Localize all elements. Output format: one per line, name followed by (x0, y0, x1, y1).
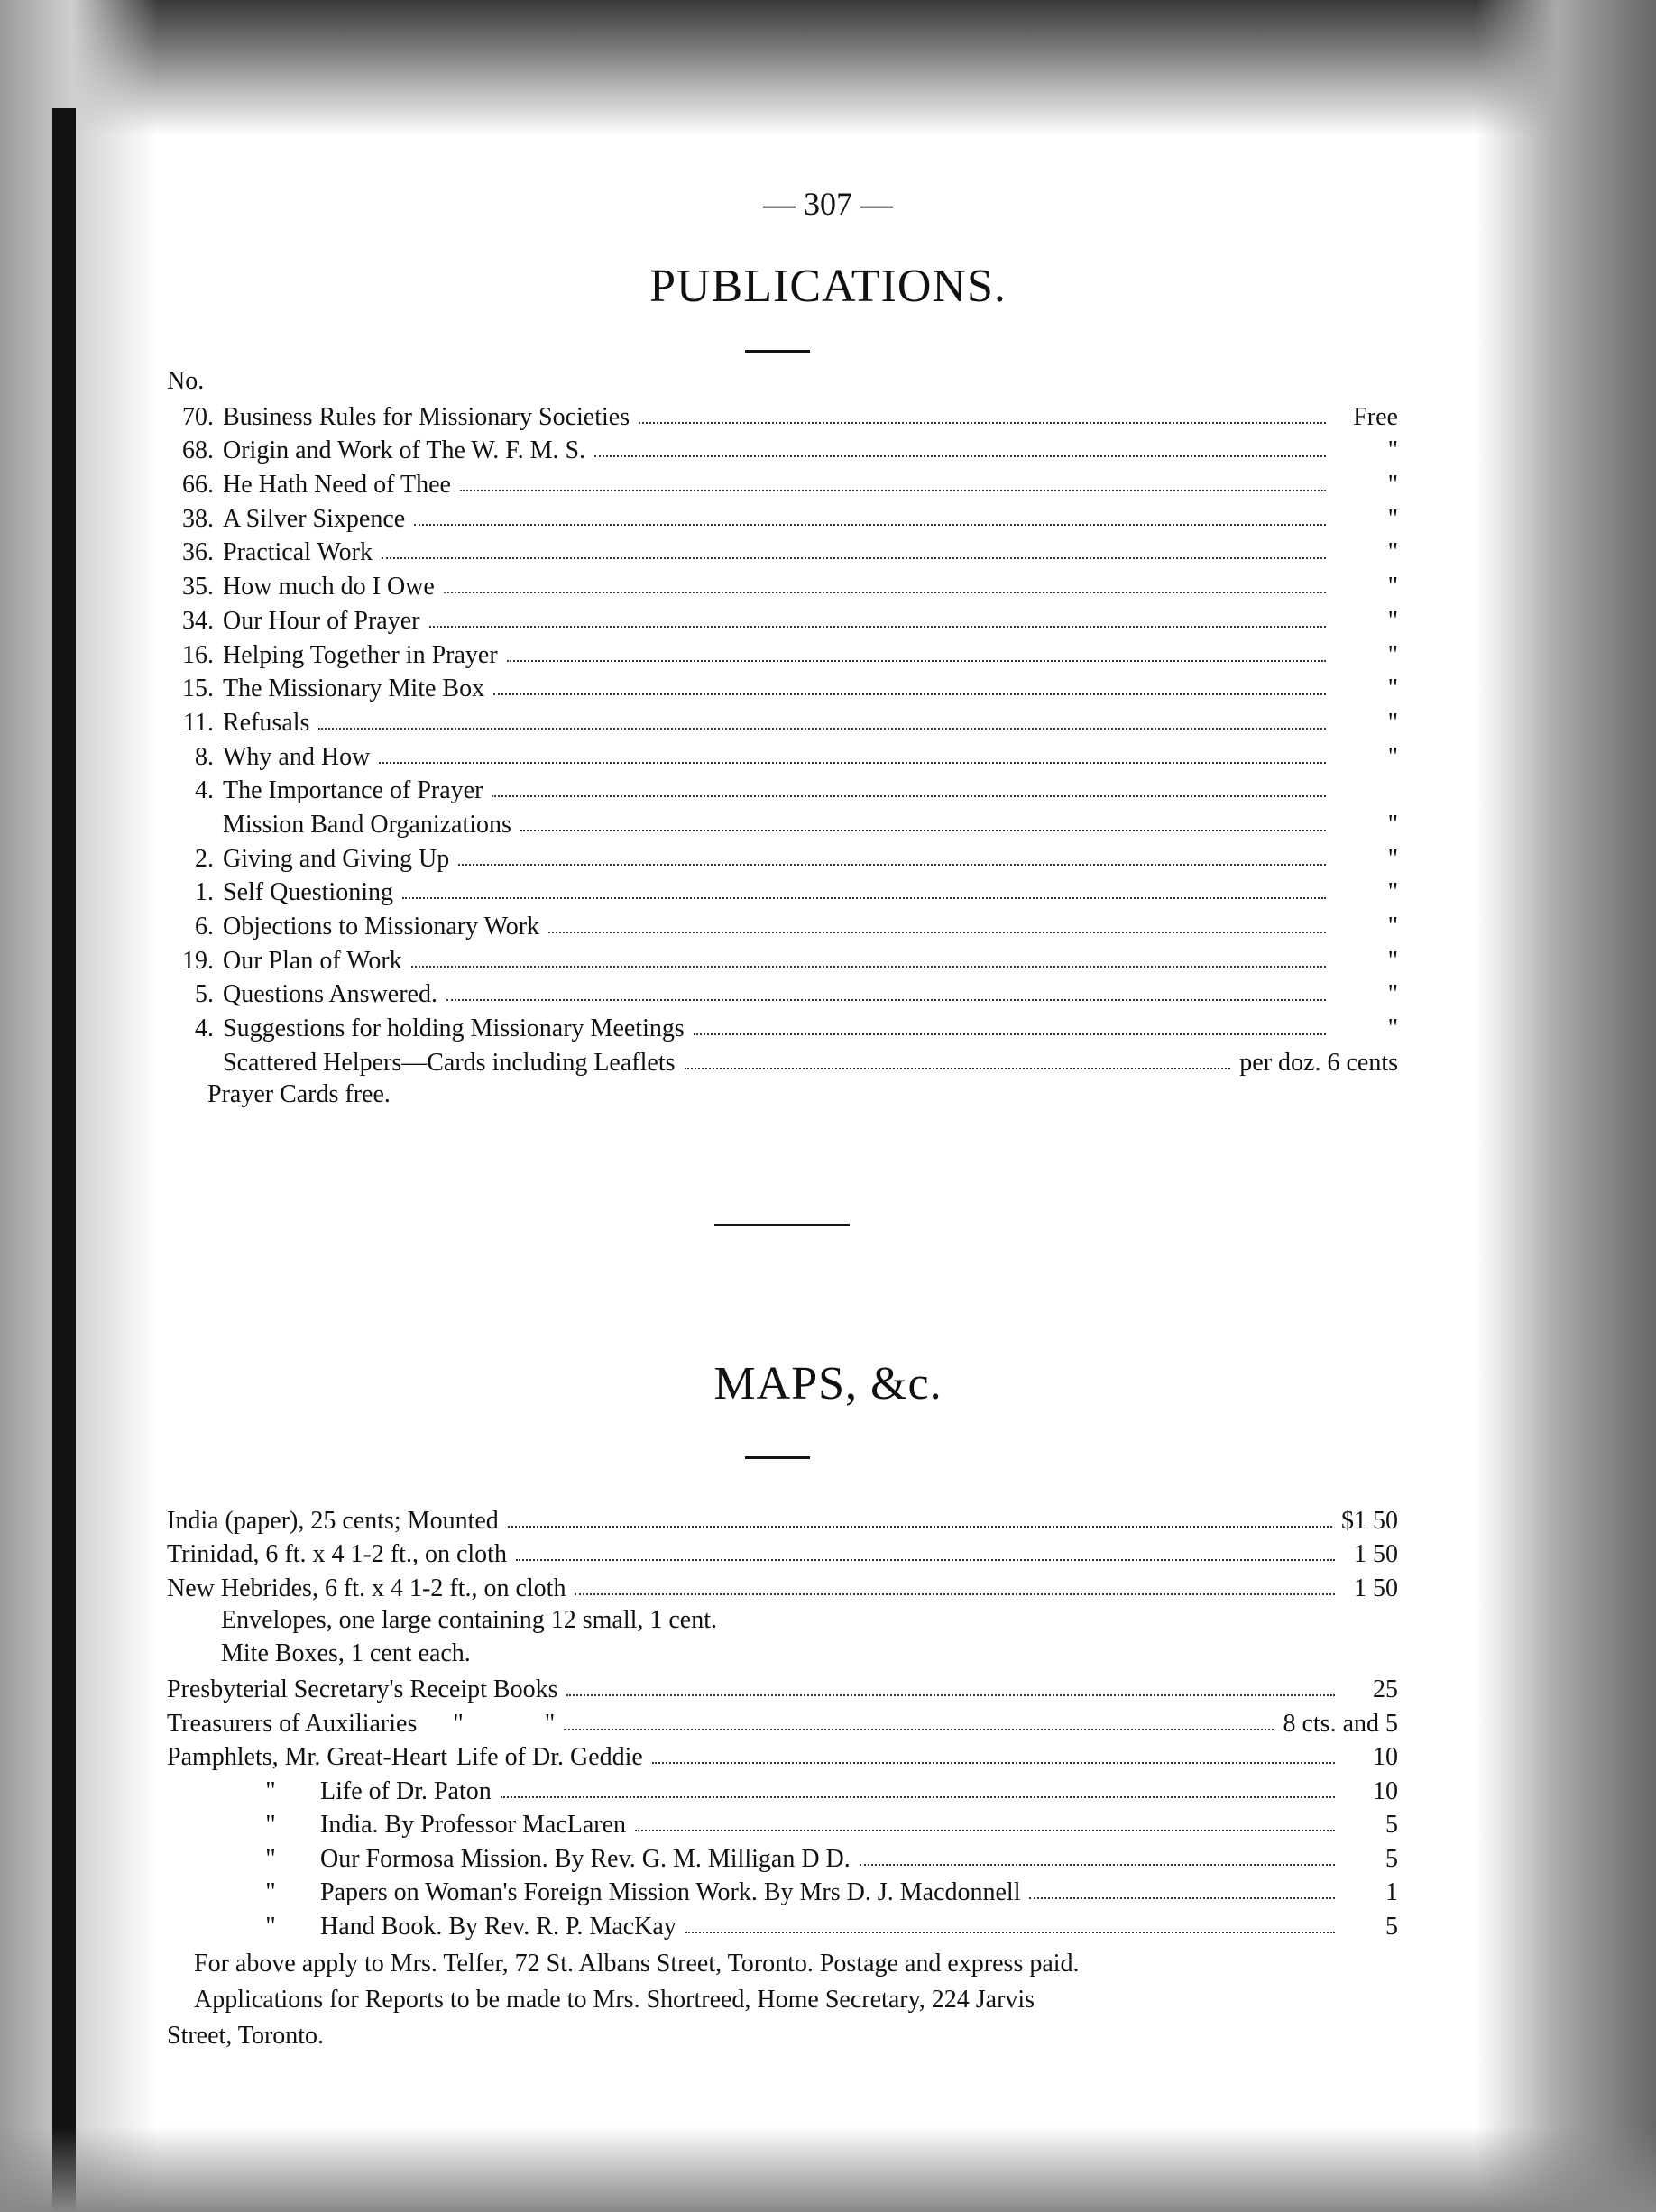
publication-price: " (1387, 844, 1398, 873)
pamphlet-price: 5 (1385, 1844, 1398, 1873)
publication-title: Scattered Helpers—Cards including Leaflets (223, 1048, 676, 1077)
scan-edge-right (1476, 0, 1656, 2212)
publication-row (167, 703, 1398, 738)
publication-title: Origin and Work of The W. F. M. S. (223, 436, 586, 465)
publication-row (167, 805, 1398, 840)
publication-number: 19. (182, 946, 214, 975)
publication-number: 8. (195, 742, 214, 771)
publication-title: A Silver Sixpence (223, 504, 406, 533)
ditto-mark: " (265, 1878, 276, 1907)
dot-leader (685, 1068, 1231, 1069)
publication-row (167, 941, 1398, 976)
publication-row (167, 1043, 1398, 1078)
publication-price: " (1387, 708, 1398, 737)
publications-heading-rule (745, 350, 810, 353)
map-row (167, 1501, 1398, 1536)
publication-price: " (1387, 606, 1398, 635)
pamphlet-title: India. By Professor MacLaren (320, 1811, 627, 1840)
publication-number: 1. (195, 878, 214, 907)
map-price: $1 50 (1341, 1506, 1398, 1535)
pamphlet-row (167, 1806, 1398, 1840)
publication-number: 4. (195, 1014, 214, 1043)
scan-edge-left (0, 0, 158, 2212)
pamphlet-row (167, 1907, 1398, 1941)
publication-number: 68. (182, 436, 214, 465)
publication-title: Objections to Missionary Work (223, 913, 540, 941)
dot-leader (1029, 1897, 1335, 1899)
publication-price: " (1387, 538, 1398, 567)
publication-price: " (1387, 913, 1398, 941)
publication-number: 35. (182, 573, 214, 601)
publications-rows (167, 398, 1398, 1078)
treasurers-title: Treasurers of Auxiliaries (167, 1709, 418, 1738)
publication-number: 36. (182, 538, 214, 567)
publication-price: " (1387, 810, 1398, 839)
publication-title: The Missionary Mite Box (223, 675, 485, 703)
dot-leader (493, 693, 1326, 695)
dot-leader (575, 1593, 1335, 1595)
publication-title: Suggestions for holding Missionary Meetings (223, 1014, 685, 1043)
pamphlet-price: 10 (1373, 1743, 1398, 1772)
section-divider (714, 1224, 850, 1226)
publication-title: Questions Answered. (223, 980, 437, 1009)
publications-list (167, 364, 1398, 1111)
publication-number: 5. (195, 980, 214, 1009)
publication-title: Business Rules for Missionary Societies (223, 402, 630, 431)
dot-leader (382, 557, 1326, 559)
pamphlet-title: Our Formosa Mission. By Rev. G. M. Milligan D D. (320, 1844, 851, 1873)
map-price: 1 50 (1354, 1540, 1398, 1568)
dot-leader (639, 422, 1326, 424)
publication-number: 34. (182, 606, 214, 635)
publication-row (167, 907, 1398, 941)
publication-price: " (1387, 980, 1398, 1009)
pamphlet-prefix: Pamphlets, Mr. Great-Heart (167, 1743, 448, 1772)
dot-leader (492, 795, 1326, 797)
page-number: — 307 — (763, 186, 893, 222)
publication-number: 4. (195, 776, 214, 805)
ditto-mark: " (265, 1844, 276, 1873)
maps-heading: MAPS, &c. (713, 1358, 943, 1409)
scan-edge-left-bar (52, 108, 76, 2212)
publication-row (167, 601, 1398, 636)
scan-edge-top (0, 0, 1656, 135)
dot-leader (458, 864, 1326, 866)
publication-title: He Hath Need of Thee (223, 471, 451, 500)
publication-row (167, 432, 1398, 466)
pamphlet-title: Life of Dr. Geddie (456, 1743, 643, 1772)
publication-title: Giving and Giving Up (223, 844, 450, 873)
publication-price: " (1387, 573, 1398, 601)
dot-leader (501, 1796, 1335, 1798)
receipt-books-title: Presbyterial Secretary's Receipt Books (167, 1675, 558, 1704)
publication-row (167, 636, 1398, 670)
publication-number: 70. (182, 402, 214, 431)
ditto-mark: " (453, 1709, 464, 1738)
prayer-cards-note: Prayer Cards free. (207, 1079, 391, 1108)
publication-row (167, 534, 1398, 568)
dot-leader (460, 490, 1326, 491)
pamphlet-price: 1 (1385, 1878, 1398, 1907)
publication-price: " (1387, 1014, 1398, 1043)
publication-row (167, 567, 1398, 601)
maps-rows (167, 1501, 1398, 1603)
publication-price: " (1387, 504, 1398, 533)
dot-leader (444, 592, 1326, 593)
publication-row (167, 500, 1398, 534)
map-row (167, 1536, 1398, 1570)
publication-number: 6. (195, 913, 214, 941)
publication-title: How much do I Owe (223, 573, 435, 601)
publication-row (167, 465, 1398, 500)
dot-leader (402, 897, 1326, 899)
dot-leader (566, 1694, 1335, 1696)
treasurers-row (167, 1704, 1398, 1739)
dot-leader (318, 728, 1326, 730)
publication-row (167, 874, 1398, 908)
publication-row (167, 976, 1398, 1010)
dot-leader (446, 999, 1326, 1001)
maps-list (167, 1501, 1398, 1941)
pamphlet-price: 5 (1385, 1912, 1398, 1941)
dot-leader (694, 1033, 1326, 1035)
dot-leader (520, 830, 1326, 831)
publication-number: 66. (182, 471, 214, 500)
maps-note: Mite Boxes, 1 cent each. (221, 1639, 471, 1668)
publication-title: Mission Band Organizations (223, 810, 511, 839)
publication-price: " (1387, 675, 1398, 703)
publication-price: Free (1353, 402, 1398, 431)
map-title: Trinidad, 6 ft. x 4 1-2 ft., on cloth (167, 1540, 507, 1568)
publication-title: Refusals (223, 708, 310, 737)
dot-leader (635, 1830, 1335, 1831)
pamphlet-row (167, 1739, 1398, 1773)
publications-heading: PUBLICATIONS. (649, 261, 1007, 312)
dot-leader (411, 966, 1326, 968)
publication-title: Our Hour of Prayer (223, 606, 420, 635)
dot-leader (685, 1932, 1335, 1933)
publication-row (167, 1009, 1398, 1043)
pamphlet-price: 10 (1373, 1776, 1398, 1805)
dot-leader (429, 626, 1327, 628)
publication-title: Helping Together in Prayer (223, 640, 498, 669)
publication-row (167, 772, 1398, 806)
pamphlet-title: Hand Book. By Rev. R. P. MacKay (320, 1912, 676, 1941)
pamphlet-row (167, 1874, 1398, 1908)
map-title: New Hebrides, 6 ft. x 4 1-2 ft., on cloth (167, 1574, 566, 1602)
publication-title: The Importance of Prayer (223, 776, 483, 805)
publication-number: 38. (182, 504, 214, 533)
pamphlet-row (167, 1840, 1398, 1874)
publication-price: " (1387, 640, 1398, 669)
maps-note: Envelopes, one large containing 12 small, 1 cent. (221, 1605, 718, 1634)
publication-number: 11. (183, 708, 214, 737)
publication-title: Practical Work (223, 538, 373, 567)
publication-price: per doz. 6 cents (1239, 1048, 1398, 1077)
ditto-mark: " (265, 1776, 276, 1805)
map-price: 1 50 (1354, 1574, 1398, 1602)
footer-line: Applications for Reports to be made to Mrs. Shortreed, Home Secretary, 224 Jarvis (194, 1986, 1035, 2014)
footer-line: For above apply to Mrs. Telfer, 72 St. Albans Street, Toronto. Postage and express paid. (194, 1950, 1080, 1978)
dot-leader (564, 1729, 1274, 1730)
ditto-mark: " (544, 1709, 556, 1738)
pamphlet-price: 5 (1385, 1811, 1398, 1840)
pamphlet-row (167, 1772, 1398, 1806)
publication-price: " (1387, 742, 1398, 771)
maps-heading-rule (745, 1456, 810, 1459)
publication-row (167, 398, 1398, 432)
publication-price: " (1387, 436, 1398, 465)
dot-leader (652, 1762, 1335, 1764)
treasurers-price: 8 cts. and 5 (1283, 1709, 1398, 1738)
publication-row (167, 670, 1398, 704)
dot-leader (860, 1864, 1335, 1866)
footer (167, 1946, 1398, 2054)
ditto-mark: " (265, 1811, 276, 1840)
map-title: India (paper), 25 cents; Mounted (167, 1506, 499, 1535)
receipt-books-price: 25 (1373, 1675, 1398, 1704)
publication-number: 2. (195, 844, 214, 873)
pamphlet-title: Papers on Woman's Foreign Mission Work. By Mrs D. J. Macdonnell (320, 1878, 1021, 1907)
publication-number: 15. (182, 675, 214, 703)
footer-line: Street, Toronto. (167, 2022, 325, 2050)
dot-leader (594, 455, 1326, 457)
publication-price: " (1387, 878, 1398, 907)
publication-price: " (1387, 946, 1398, 975)
pamphlet-title: Life of Dr. Paton (320, 1776, 492, 1805)
dot-leader (548, 932, 1326, 933)
publication-title: Self Questioning (223, 878, 393, 907)
number-column-label: No. (167, 367, 205, 395)
publication-row (167, 840, 1398, 874)
publication-title: Why and How (223, 742, 371, 771)
publication-row (167, 738, 1398, 772)
dot-leader (508, 1526, 1332, 1528)
receipt-books-row (167, 1671, 1398, 1705)
dot-leader (379, 762, 1326, 764)
dot-leader (516, 1559, 1335, 1561)
publication-title: Our Plan of Work (223, 946, 402, 975)
map-row (167, 1569, 1398, 1603)
ditto-mark: " (265, 1912, 276, 1941)
publication-number: 16. (182, 640, 214, 669)
scan-edge-bottom (0, 2126, 1656, 2212)
publication-price: " (1387, 471, 1398, 500)
pamphlet-rows (167, 1739, 1398, 1941)
dot-leader (414, 524, 1326, 526)
dot-leader (507, 660, 1326, 662)
